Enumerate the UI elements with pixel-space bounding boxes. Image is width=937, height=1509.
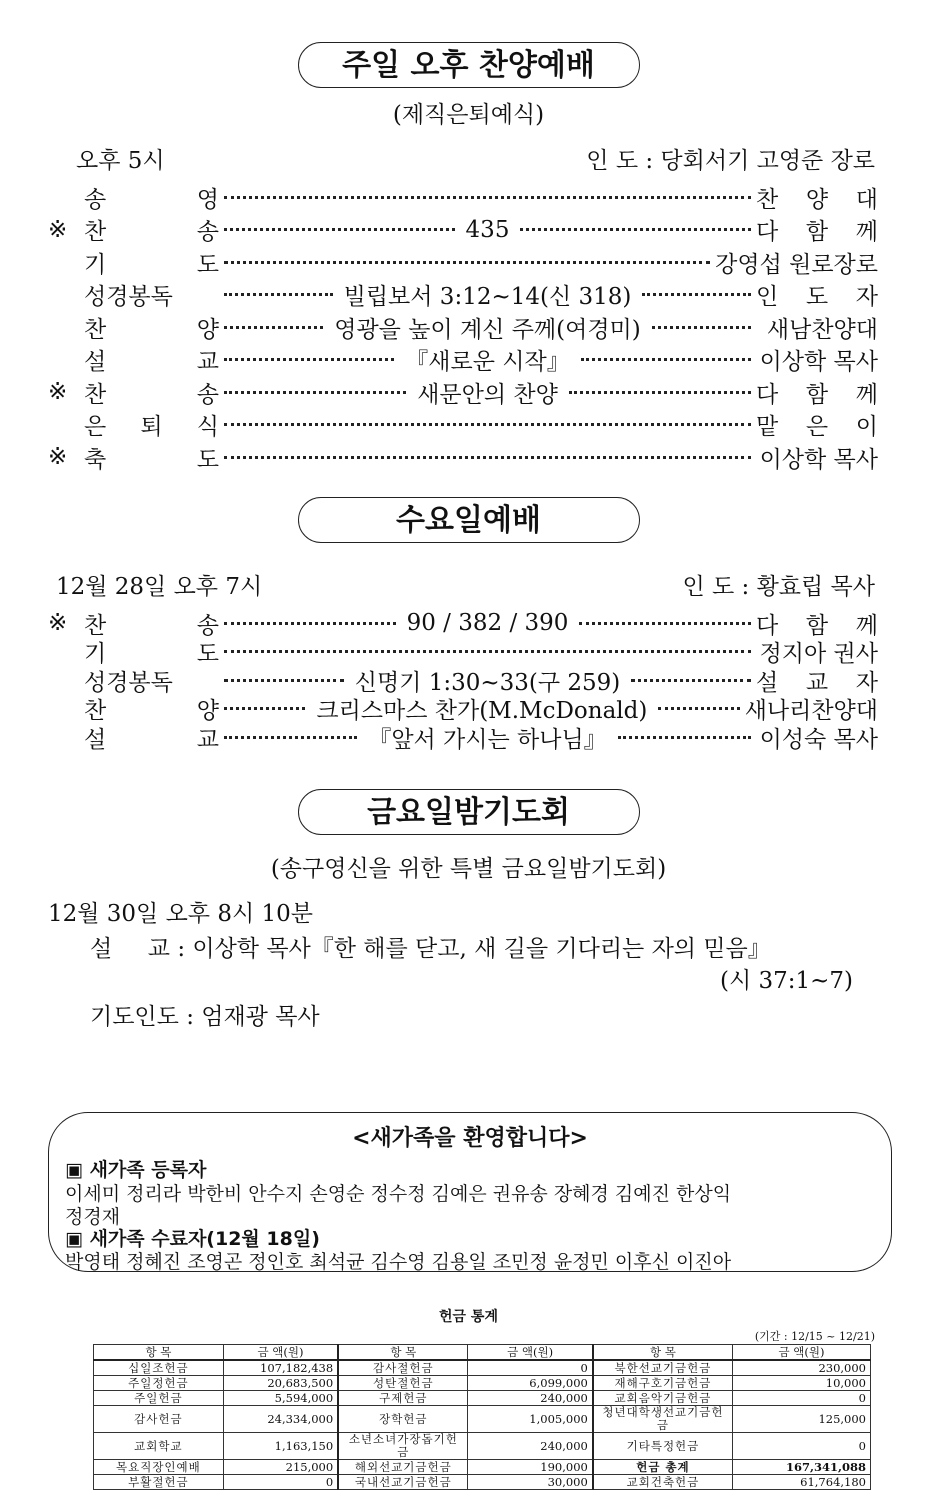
order-label: 찬 양	[84, 316, 219, 343]
offering-item: 해외선교기금헌금	[338, 1460, 468, 1475]
offering-item: 감사헌금	[94, 1406, 224, 1433]
offering-header-row	[94, 1345, 871, 1361]
leader-dots	[224, 622, 396, 625]
friday-prayer-label: 기도인도	[90, 1004, 179, 1030]
leader-dots	[224, 228, 455, 231]
sunday-title: 주일 오후 찬양예배	[298, 42, 640, 88]
leader-dots	[658, 707, 739, 710]
leader-dots	[642, 293, 751, 296]
wednesday-title: 수요일예배	[298, 497, 640, 543]
order-row	[48, 214, 878, 246]
wednesday-leader: 인 도 : 황효립 목사	[682, 574, 875, 600]
offering-item: 헌금 총계	[593, 1460, 733, 1475]
offering-item: 소년소녀가장돕기헌금	[338, 1433, 468, 1460]
leader-dots	[224, 456, 751, 459]
offering-item: 십일조헌금	[94, 1360, 224, 1376]
offering-amount: 1,163,150	[223, 1433, 338, 1460]
offering-amount: 167,341,088	[733, 1460, 871, 1475]
welcome-box	[48, 1112, 892, 1272]
order-detail: 빌립보서 3:12~14(신 318)	[343, 284, 632, 310]
leader-dots	[224, 391, 406, 394]
leader-dots	[618, 736, 751, 739]
offering-amount: 240,000	[468, 1391, 593, 1406]
offering-amount: 6,099,000	[468, 1376, 593, 1391]
order-label: 성경봉독	[84, 669, 173, 696]
header-item-1: 항 목	[94, 1345, 224, 1361]
offering-amount: 190,000	[468, 1460, 593, 1475]
offering-amount: 215,000	[223, 1460, 338, 1475]
sunday-time: 오후 5시	[76, 148, 165, 174]
standing-mark: ※	[48, 610, 68, 636]
wednesday-title-wrap	[0, 497, 937, 543]
table-row	[94, 1433, 871, 1460]
leader-dots	[224, 261, 710, 264]
header-item-2: 항 목	[338, 1345, 468, 1361]
sunday-leader: 인 도 : 당회서기 고영준 장로	[586, 148, 875, 174]
leader-dots	[579, 622, 751, 625]
order-label: 은 퇴 식	[84, 414, 219, 440]
offering-item: 기타특정헌금	[593, 1433, 733, 1460]
offering-table	[93, 1344, 871, 1490]
order-label: 설 교	[84, 726, 219, 753]
header-amount-2: 금 액(원)	[468, 1345, 593, 1361]
order-person: 설 교 자	[756, 669, 878, 696]
order-person: 이상학 목사	[759, 349, 878, 375]
leader-dots	[224, 679, 344, 682]
welcome-title: <새가족을 환영합니다>	[352, 1126, 588, 1151]
leader-dots	[224, 707, 305, 710]
order-person: 정지아 권사	[759, 641, 878, 667]
leader-dots	[581, 358, 751, 361]
leader-dots	[569, 391, 751, 394]
offering-amount: 0	[733, 1391, 871, 1406]
offering-item: 청년대학생선교기금헌금	[593, 1406, 733, 1433]
order-label: 기 도	[84, 251, 219, 278]
leader-dots	[224, 423, 751, 426]
leader-dots	[520, 228, 751, 231]
friday-title-wrap	[0, 789, 937, 835]
offering-item: 국내선교기금헌금	[338, 1475, 468, 1490]
offering-item: 교회학교	[94, 1433, 224, 1460]
header-amount-1: 금 액(원)	[223, 1345, 338, 1361]
order-label: 축 도	[84, 446, 219, 473]
leader-dots	[224, 196, 751, 199]
registered-names-2: 정경재	[65, 1206, 121, 1228]
order-row	[48, 441, 878, 473]
order-detail: 90 / 382 / 390	[406, 610, 569, 636]
offering-amount: 0	[468, 1360, 593, 1376]
order-label: 찬 양	[84, 698, 219, 724]
table-row	[94, 1460, 871, 1475]
order-person: 새나리찬양대	[744, 698, 878, 724]
offering-amount: 5,594,000	[223, 1391, 338, 1406]
leader-dots	[224, 293, 333, 296]
order-label: 찬 송	[84, 381, 219, 408]
order-person: 맡 은 이	[756, 414, 878, 440]
order-row	[48, 279, 878, 311]
sunday-subtitle: (제직은퇴예식)	[392, 102, 545, 128]
offering-item: 주일헌금	[94, 1391, 224, 1406]
leader-dots	[224, 358, 394, 361]
completed-names: 박영태 정혜진 조영곤 정인호 최석균 김수영 김용일 조민정 윤정민 이후신 이진아	[65, 1251, 732, 1273]
friday-sermon-line: 설 교 : 이상학 목사『한 해를 닫고, 새 길을 기다리는 자의 믿음』	[90, 930, 771, 963]
leader-dots	[652, 326, 751, 329]
wednesday-time: 12월 28일 오후 7시	[56, 574, 263, 600]
offering-amount: 0	[223, 1475, 338, 1490]
offering-amount: 1,005,000	[468, 1406, 593, 1433]
offering-amount: 107,182,438	[223, 1360, 338, 1376]
offering-item: 부활절헌금	[94, 1475, 224, 1490]
registered-names-1: 이세미 정리라 박한비 안수지 손영순 정수정 김예은 권유송 장혜경 김예진 한상익	[65, 1183, 732, 1205]
offering-item: 감사절헌금	[338, 1360, 468, 1376]
order-label: 찬 송	[84, 612, 219, 639]
offering-item: 목요직장인예배	[94, 1460, 224, 1475]
offering-amount: 61,764,180	[733, 1475, 871, 1490]
table-row	[94, 1376, 871, 1391]
order-person: 다 함 께	[756, 381, 878, 408]
offering-item: 구제헌금	[338, 1391, 468, 1406]
offering-title: 헌금 통계	[439, 1309, 498, 1325]
offering-item: 재해구호기금헌금	[593, 1376, 733, 1391]
offering-item: 장학헌금	[338, 1406, 468, 1433]
completed-heading: ▣ 새가족 수료자(12월 18일)	[65, 1228, 320, 1250]
order-row	[48, 376, 878, 408]
offering-amount: 20,683,500	[223, 1376, 338, 1391]
offering-amount: 30,000	[468, 1475, 593, 1490]
offering-item: 교회음악기금헌금	[593, 1391, 733, 1406]
friday-time: 12월 30일 오후 8시 10분	[48, 901, 313, 927]
offering-period: (기간 : 12/15 ~ 12/21)	[754, 1330, 875, 1343]
order-person: 다 함 께	[756, 612, 878, 639]
table-row	[94, 1475, 871, 1490]
order-person: 찬 양 대	[756, 186, 878, 213]
leader-dots	[224, 650, 751, 653]
offering-amount: 230,000	[733, 1360, 871, 1376]
standing-mark: ※	[48, 216, 68, 243]
friday-sermon-label: 설 교	[90, 936, 170, 962]
offering-amount: 0	[733, 1433, 871, 1460]
order-row	[48, 721, 878, 753]
header-amount-3: 금 액(원)	[733, 1345, 871, 1361]
order-person: 새남찬양대	[766, 316, 878, 343]
order-row	[48, 246, 878, 278]
order-row	[48, 311, 878, 343]
standing-mark: ※	[48, 379, 68, 405]
offering-amount: 10,000	[733, 1376, 871, 1391]
offering-amount: 24,334,000	[223, 1406, 338, 1433]
order-detail: 435	[465, 216, 510, 243]
standing-mark: ※	[48, 444, 68, 470]
order-row	[48, 409, 878, 441]
sunday-title-wrap	[0, 42, 937, 88]
offering-item: 주일정헌금	[94, 1376, 224, 1391]
friday-sermon: 이상학 목사『한 해를 닫고, 새 길을 기다리는 자의 믿음』	[192, 936, 771, 962]
order-detail: 새문안의 찬양	[417, 381, 558, 408]
offering-item: 북한선교기금헌금	[593, 1360, 733, 1376]
header-item-3: 항 목	[593, 1345, 733, 1361]
order-detail: 신명기 1:30~33(구 259)	[354, 669, 621, 696]
order-row	[48, 344, 878, 376]
order-label: 찬 송	[84, 219, 219, 245]
friday-prayer-line: 기도인도 : 엄재광 목사	[90, 1004, 320, 1030]
offering-item: 성탄절헌금	[338, 1376, 468, 1391]
order-person: 다 함 께	[756, 219, 878, 245]
leader-dots	[631, 679, 751, 682]
offering-amount: 125,000	[733, 1406, 871, 1433]
order-person: 이상학 목사	[759, 446, 878, 473]
order-person: 강영섭 원로장로	[715, 251, 878, 278]
offering-item: 교회건축헌금	[593, 1475, 733, 1490]
order-detail: 크리스마스 찬가(M.McDonald)	[316, 698, 648, 724]
registered-heading: ▣ 새가족 등록자	[65, 1159, 207, 1181]
table-row	[94, 1391, 871, 1406]
friday-title: 금요일밤기도회	[298, 789, 640, 835]
leader-dots	[224, 326, 323, 329]
leader-dots	[224, 736, 357, 739]
offering-amount: 240,000	[468, 1433, 593, 1460]
friday-prayer: 엄재광 목사	[201, 1004, 320, 1030]
order-detail: 『앞서 가시는 하나님』	[368, 726, 607, 753]
order-person: 인 도 자	[756, 284, 878, 310]
friday-subtitle: (송구영신을 위한 특별 금요일밤기도회)	[270, 856, 667, 882]
order-label: 송 영	[84, 186, 219, 213]
order-row	[48, 181, 878, 213]
friday-scripture: (시 37:1~7)	[719, 968, 853, 994]
order-detail: 영광을 높이 계신 주께(여경미)	[334, 316, 641, 343]
order-label: 기 도	[84, 641, 219, 667]
order-detail: 『새로운 시작』	[405, 349, 570, 375]
order-label: 성경봉독	[84, 284, 173, 310]
table-row	[94, 1360, 871, 1376]
table-row	[94, 1406, 871, 1433]
order-person: 이성숙 목사	[759, 726, 878, 753]
order-label: 설 교	[84, 349, 219, 375]
